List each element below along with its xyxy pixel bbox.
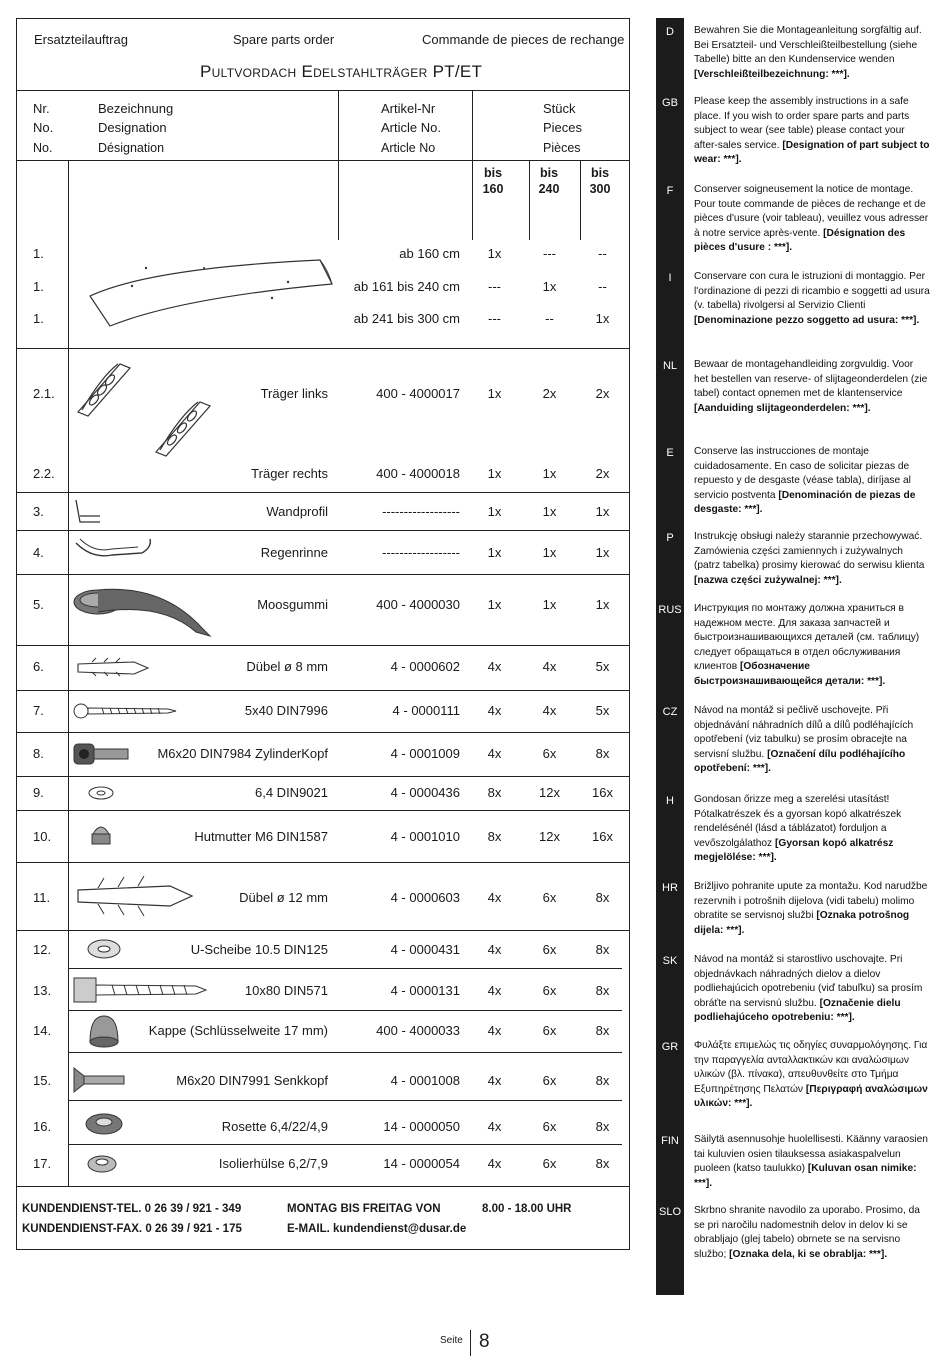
- row-qty-240: 1x: [542, 545, 557, 560]
- row-qty-160: 4x: [487, 659, 502, 674]
- language-note: [694, 793, 930, 866]
- row-number: 13.: [33, 983, 52, 998]
- row-article: 4 - 0000111: [392, 703, 460, 718]
- rosette-drawing: [82, 1108, 126, 1138]
- language-note: [694, 602, 930, 689]
- cylinder-screw-drawing: [72, 738, 142, 770]
- row-number: 6.: [33, 659, 44, 674]
- row-number: 5.: [33, 597, 44, 612]
- row-qty-300: 8x: [595, 890, 610, 905]
- language-note: [694, 445, 930, 518]
- note-part-label: [Označení dílu podléhajícího opotřebení: ***].: [694, 748, 906, 774]
- row-designation: 10x80 DIN571: [244, 983, 328, 998]
- row-article: 400 - 4000030: [376, 597, 460, 612]
- header-right: Commande de pieces de rechange: [422, 32, 625, 47]
- row-qty-240: 1x: [542, 466, 557, 481]
- screw-drawing: [72, 698, 182, 724]
- row-divider: [16, 348, 630, 349]
- row-qty-300: 8x: [595, 1119, 610, 1134]
- hours-value: 8.00 - 18.00 UHR: [482, 1203, 572, 1215]
- row-divider: [16, 492, 630, 493]
- row-number: 3.: [33, 504, 44, 519]
- insulating-sleeve-drawing: [84, 1150, 120, 1178]
- row-article: 400 - 4000033: [376, 1023, 460, 1038]
- row-number: 12.: [33, 942, 52, 957]
- header-left: Ersatzteilauftrag: [34, 32, 128, 47]
- support-fax: KUNDENDIENST-FAX. 0 26 39 / 921 - 175: [22, 1223, 242, 1235]
- language-code: HR: [662, 882, 678, 894]
- language-code: GB: [662, 97, 678, 109]
- note-part-label: [Обозначение быстроизнашивающейся детали: ***].: [694, 661, 886, 687]
- row-number: 1.: [33, 246, 44, 261]
- row-qty-160: 4x: [487, 1073, 502, 1088]
- row-divider: [68, 1052, 622, 1053]
- note-text: Please keep the assembly instructions in a safe place. If you wish to order spare parts and parts subject to wear (see table) please contact your after-sales service.: [694, 96, 910, 151]
- wall-profile-drawing: [72, 496, 142, 528]
- note-text: Φυλάξτε επιμελώς τις οδηγίες συναρμολόγησης. Για την παραγγελία ανταλλακτικών και αναλώσιμων υλικών (βλ. πίνακα), απευθυνθείτε στο Τμήμα Εξυπηρέτησης Πελατών: [694, 1040, 928, 1095]
- language-code: F: [666, 185, 674, 197]
- language-code: D: [666, 26, 674, 38]
- row-qty-240: 1x: [542, 504, 557, 519]
- col-divider: [472, 160, 473, 240]
- bis-label: bis: [539, 166, 559, 180]
- row-article: 400 - 4000017: [376, 386, 460, 401]
- row-article: 4 - 0000603: [390, 890, 460, 905]
- row-qty-300: 8x: [595, 1023, 610, 1038]
- col-designation-fr: Désignation: [98, 141, 165, 155]
- row-divider: [16, 810, 630, 811]
- hours-label: MONTAG BIS FREITAG VON: [287, 1203, 441, 1215]
- col-nr-de: Nr.: [33, 101, 50, 116]
- language-code: H: [666, 795, 674, 807]
- col-designation: [98, 99, 173, 158]
- language-note: [694, 704, 930, 777]
- row-qty-240: 6x: [542, 942, 557, 957]
- row-article: 4 - 0001010: [390, 829, 460, 844]
- row-divider: [68, 1144, 622, 1145]
- row-article: 4 - 0000602: [390, 659, 460, 674]
- row-divider: [16, 732, 630, 733]
- row-designation: Regenrinne: [260, 545, 328, 560]
- row-qty-300: 8x: [595, 942, 610, 957]
- countersunk-screw-drawing: [72, 1066, 142, 1094]
- note-part-label: [Denominazione pezzo soggetto ad usura: ***].: [694, 314, 920, 326]
- dowel-12-drawing: [74, 870, 204, 922]
- row-number: 11.: [33, 890, 51, 905]
- row-qty-160: 4x: [487, 942, 502, 957]
- language-note: [694, 183, 930, 256]
- cap-nut-drawing: [88, 820, 114, 848]
- row-divider: [16, 530, 630, 531]
- note-part-label: [nazwa części zużywalnej: ***].: [694, 574, 842, 586]
- row-number: 4.: [33, 545, 44, 560]
- note-part-label: [Gyorsan kopó alkatrész megjelölése: ***].: [694, 837, 894, 863]
- row-article: 14 - 0000054: [383, 1156, 460, 1171]
- row-designation: Träger links: [260, 386, 328, 401]
- row-designation: Isolierhülse 6,2/7,9: [218, 1156, 328, 1171]
- language-code: NL: [662, 360, 678, 372]
- col-designation-en: Designation: [98, 120, 167, 135]
- row-article: ab 241 bis 300 cm: [353, 311, 460, 326]
- note-text: Gondosan őrizze meg a szerelési utasítást! Pótalkatrészek és a gyorsan kopó alkatrészek rendelésénél (lásd a táblázatot) forduljon a vevőszolgálathoz: [694, 794, 902, 849]
- size-value: 160: [482, 182, 504, 196]
- language-note: [694, 1039, 930, 1112]
- row-designation: Träger rechts: [251, 466, 328, 481]
- row-designation: 6,4 DIN9021: [255, 785, 328, 800]
- u-washer-drawing: [84, 936, 124, 962]
- row-divider: [16, 690, 630, 691]
- note-part-label: [Aanduiding slijtageonderdelen: ***].: [694, 402, 871, 414]
- row-qty-240: 6x: [542, 983, 557, 998]
- size-header-300: [583, 165, 617, 197]
- note-text: Návod na montáž si starostlivo uschovajte. Pri objednávkach náhradných dielov a dielov podliehajúcich opotrebeniu (viď tabuľku) sa prosím obráťte na servisnú službu.: [694, 954, 923, 1009]
- row-designation: M6x20 DIN7984 ZylinderKopf: [157, 746, 328, 761]
- divider: [16, 90, 630, 91]
- row-designation: U-Scheibe 10.5 DIN125: [190, 942, 328, 957]
- row-qty-160: 4x: [487, 1119, 502, 1134]
- col-divider: [472, 90, 473, 160]
- page-title: [200, 62, 482, 82]
- row-qty-160: ---: [488, 279, 501, 294]
- hex-screw-drawing: [72, 974, 212, 1006]
- col-divider: [338, 160, 339, 240]
- col-article-fr: Article No: [381, 141, 436, 155]
- language-code: GR: [661, 1041, 679, 1053]
- note-text: Bewaar de montagehandleiding zorgvuldig. Voor het bestellen van reserve- of slijtageonderdelen (zie tabel) contact opnemen met de klantenservice: [694, 359, 928, 399]
- row-qty-240: --: [545, 311, 554, 326]
- row-divider: [68, 968, 622, 969]
- col-designation-de: Bezeichnung: [98, 101, 174, 116]
- row-qty-300: 8x: [595, 983, 610, 998]
- note-part-label: [Označenie dielu podliehajúceho opotrebeniu: ***].: [694, 997, 901, 1023]
- size-header-240: [532, 165, 566, 197]
- note-text: Conservare con cura le istruzioni di montaggio. Per l'ordinazione di pezzi di ricambio e soggetti ad usura (v. tabella) rivolgersi al Servizio Clienti: [694, 271, 930, 311]
- note-part-label: [Designation of part subject to wear: ***].: [694, 139, 930, 165]
- row-qty-300: 2x: [595, 466, 610, 481]
- note-text: Conserver soigneusement la notice de montage. Pour toute commande de pièces de rechange et de pièces d'usure (voir tableau), veuillez vous adresser à notre service après-vente.: [694, 184, 929, 239]
- row-qty-240: 6x: [542, 1023, 557, 1038]
- row-designation: Moosgummi: [257, 597, 328, 612]
- row-qty-160: 1x: [487, 545, 502, 560]
- row-number: 2.1.: [33, 386, 55, 401]
- support-phone: KUNDENDIENST-TEL. 0 26 39 / 921 - 349: [22, 1203, 242, 1215]
- row-divider: [16, 1186, 630, 1187]
- row-divider: [16, 776, 630, 777]
- row-qty-240: 6x: [542, 890, 557, 905]
- row-qty-300: 1x: [595, 597, 610, 612]
- row-qty-240: 12x: [539, 785, 560, 800]
- row-number: 17.: [33, 1156, 52, 1171]
- col-pieces-fr: Pièces: [543, 141, 581, 155]
- note-text: Instrukcję obsługi należy starannie przechowywać. Zamówienia części zamiennych i zużywalnych (patrz tabelka) prosimy kierować do serwisu klienta: [694, 531, 925, 571]
- row-number: 14.: [33, 1023, 52, 1038]
- washer-drawing: [86, 783, 116, 803]
- col-nr-en: No.: [33, 120, 54, 135]
- row-qty-240: 6x: [542, 1156, 557, 1171]
- row-qty-300: 8x: [595, 1073, 610, 1088]
- row-article: 4 - 0000436: [390, 785, 460, 800]
- row-number: 9.: [33, 785, 44, 800]
- note-part-label: [Denominación de piezas de desgaste: ***].: [694, 489, 916, 515]
- col-article-en: Article No.: [381, 120, 441, 135]
- row-article: 400 - 4000018: [376, 466, 460, 481]
- row-article: 4 - 0001009: [390, 746, 460, 761]
- row-number: 8.: [33, 746, 44, 761]
- row-divider: [16, 930, 630, 931]
- row-qty-300: 8x: [595, 746, 610, 761]
- row-qty-160: 8x: [487, 785, 502, 800]
- language-note: [694, 1204, 930, 1262]
- row-qty-160: 8x: [487, 829, 502, 844]
- language-note: [694, 530, 930, 588]
- row-number: 1.: [33, 279, 44, 294]
- foam-rubber-drawing: [72, 578, 222, 642]
- note-text: Conserve las instrucciones de montaje cuidadosamente. En caso de solicitar piezas de repuesto y de desgaste (véase tabla), diríjase al servicio postventa: [694, 446, 911, 501]
- row-number: 10.: [33, 829, 52, 844]
- note-part-label: [Oznaka dela, ki se obrablja: ***].: [729, 1248, 888, 1260]
- row-qty-240: 4x: [542, 659, 557, 674]
- row-qty-160: 4x: [487, 746, 502, 761]
- row-qty-160: 4x: [487, 1156, 502, 1171]
- row-qty-300: 16x: [592, 785, 613, 800]
- row-qty-300: --: [598, 279, 607, 294]
- row-number: 7.: [33, 703, 44, 718]
- row-designation: M6x20 DIN7991 Senkkopf: [176, 1073, 328, 1088]
- row-divider: [68, 1100, 622, 1101]
- col-divider: [338, 90, 339, 160]
- row-designation: Kappe (Schlüsselweite 17 mm): [148, 1023, 328, 1038]
- row-number: 16.: [33, 1119, 52, 1134]
- row-qty-240: 12x: [539, 829, 560, 844]
- dowel-8-drawing: [74, 650, 164, 686]
- language-note: [694, 95, 930, 168]
- note-text: Инструкция по монтажу должна храниться в надежном месте. Для заказа запчастей и быстроизнашивающихся деталей (см. таблицу) следует обращаться в отдел обслуживания клиентов: [694, 603, 920, 672]
- row-qty-300: 8x: [595, 1156, 610, 1171]
- row-divider: [16, 862, 630, 863]
- col-pieces-en: Pieces: [543, 120, 583, 135]
- language-code: P: [666, 532, 674, 544]
- row-qty-160: 4x: [487, 890, 502, 905]
- note-part-label: [Kuluvan osan nimike: ***].: [694, 1163, 917, 1189]
- page-divider: [470, 1330, 471, 1356]
- note-part-label: [Désignation des pièces d'usure : ***].: [694, 227, 906, 253]
- row-qty-300: 2x: [595, 386, 610, 401]
- row-qty-300: 16x: [592, 829, 613, 844]
- bracket-drawing: [72, 356, 222, 466]
- title-main: Pultvordach Edelstahlträger: [200, 62, 428, 81]
- row-qty-300: 5x: [595, 703, 610, 718]
- bis-label: bis: [590, 166, 610, 180]
- row-designation: 5x40 DIN7996: [244, 703, 328, 718]
- note-text: Bewahren Sie die Montageanleitung sorgfältig auf. Bei Ersatzteil- und Verschleißteilbestellung (siehe Tabelle) bitte an den Kundenservice wenden: [694, 25, 922, 65]
- row-divider: [68, 1010, 622, 1011]
- language-note: [694, 358, 930, 416]
- col-article-de: Artikel-Nr: [381, 101, 436, 116]
- note-text: Návod na montáž si pečlivě uschovejte. Při objednávání náhradních dílů a dílů podléhajících opotřebení (viz tabulku) se prosím obracejte na servisní službu.: [694, 705, 914, 760]
- row-designation: Rosette 6,4/22/4,9: [221, 1119, 328, 1134]
- row-qty-300: --: [598, 246, 607, 261]
- row-qty-300: 1x: [595, 504, 610, 519]
- note-text: Säilytä asennusohje huolellisesti. Käänny varaosien tai kuluvien osien tilauksessa asiakaspalvelun puoleen (katso taulukko): [694, 1134, 928, 1174]
- title-suffix: PT/ET: [432, 62, 483, 81]
- cap-drawing: [86, 1012, 122, 1052]
- language-note: [694, 953, 930, 1026]
- language-code: CZ: [662, 706, 678, 718]
- language-code: SLO: [658, 1206, 681, 1218]
- row-article: 4 - 0000131: [390, 983, 460, 998]
- row-divider: [16, 574, 630, 575]
- page-number: 8: [479, 1331, 490, 1352]
- col-nr: [33, 99, 53, 158]
- canopy-panel-drawing: [70, 248, 340, 338]
- row-qty-240: 1x: [542, 279, 557, 294]
- row-number: 1.: [33, 311, 44, 326]
- col-pieces-de: Stück: [543, 101, 576, 116]
- col-divider: [529, 160, 530, 240]
- page-label: Seite: [440, 1335, 463, 1346]
- row-qty-160: 1x: [487, 597, 502, 612]
- language-sidebar: [656, 18, 684, 1295]
- col-divider: [580, 160, 581, 240]
- row-qty-240: 1x: [542, 597, 557, 612]
- row-qty-300: 1x: [595, 545, 610, 560]
- row-designation: Dübel ø 8 mm: [246, 659, 328, 674]
- row-qty-160: 1x: [487, 466, 502, 481]
- row-qty-240: 6x: [542, 1073, 557, 1088]
- note-part-label: [Oznaka potrošnog dijela: ***].: [694, 910, 910, 936]
- note-part-label: [Verschleißteilbezeichnung: ***].: [694, 68, 850, 80]
- language-note: [694, 1133, 930, 1191]
- row-qty-160: 1x: [487, 504, 502, 519]
- row-article: 14 - 0000050: [383, 1119, 460, 1134]
- row-article: ab 160 cm: [399, 246, 460, 261]
- row-qty-160: 1x: [487, 246, 502, 261]
- row-qty-160: 1x: [487, 386, 502, 401]
- language-code: E: [666, 447, 674, 459]
- size-header-160: [476, 165, 510, 197]
- row-qty-300: 5x: [595, 659, 610, 674]
- col-divider: [68, 160, 69, 1186]
- row-article: ab 161 bis 240 cm: [353, 279, 460, 294]
- row-number: 2.2.: [33, 466, 55, 481]
- row-qty-300: 1x: [595, 311, 610, 326]
- row-designation: Hutmutter M6 DIN1587: [194, 829, 328, 844]
- note-text: Skrbno shranite navodilo za uporabo. Prosimo, da se pri naročilu nadomestnih delov in delov ki se obrabljajo (glej tabelo) obrnete se na servisno službo;: [694, 1205, 920, 1260]
- row-qty-160: 4x: [487, 983, 502, 998]
- row-divider: [16, 645, 630, 646]
- language-code: FIN: [661, 1135, 679, 1147]
- row-designation: Dübel ø 12 mm: [239, 890, 328, 905]
- language-code: I: [668, 272, 672, 284]
- size-value: 300: [589, 182, 611, 196]
- row-qty-160: ---: [488, 311, 501, 326]
- support-email: E-MAIL. kundendienst@dusar.de: [287, 1223, 467, 1235]
- note-part-label: [Περιγραφή αναλώσιμων υλικών: ***].: [694, 1083, 928, 1109]
- rain-gutter-drawing: [72, 533, 162, 571]
- row-qty-240: 6x: [542, 746, 557, 761]
- note-text: Brižljivo pohranite upute za montažu. Kod narudžbe rezervnih i potrošnih dijelova (vidi tabelu) molimo obratite se servisnoj službi: [694, 881, 928, 921]
- row-qty-240: 4x: [542, 703, 557, 718]
- row-qty-160: 4x: [487, 1023, 502, 1038]
- row-article: 4 - 0001008: [390, 1073, 460, 1088]
- row-qty-240: ---: [543, 246, 556, 261]
- bis-label: bis: [483, 166, 503, 180]
- divider: [16, 160, 630, 161]
- col-article: [381, 99, 441, 158]
- language-note: [694, 880, 930, 938]
- row-article: 4 - 0000431: [390, 942, 460, 957]
- row-article: ------------------: [382, 504, 460, 519]
- row-qty-240: 2x: [542, 386, 557, 401]
- row-qty-160: 4x: [487, 703, 502, 718]
- row-qty-240: 6x: [542, 1119, 557, 1134]
- language-code: RUS: [658, 604, 682, 616]
- header-center: Spare parts order: [233, 32, 335, 47]
- col-pieces: [543, 99, 582, 158]
- col-nr-fr: No.: [33, 141, 53, 155]
- row-designation: Wandprofil: [266, 504, 328, 519]
- language-note: [694, 24, 930, 82]
- row-number: 15.: [33, 1073, 52, 1088]
- row-article: ------------------: [382, 545, 460, 560]
- language-code: SK: [662, 955, 678, 967]
- language-note: [694, 270, 930, 328]
- size-value: 240: [538, 182, 560, 196]
